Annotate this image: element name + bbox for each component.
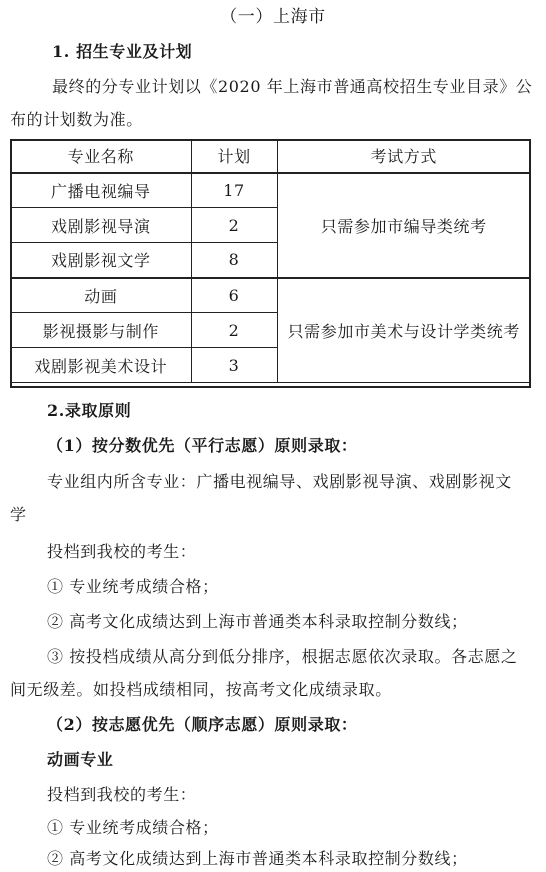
table-row bbox=[11, 173, 531, 208]
exam-method-cell: 只需参加市美术与设计学类统考 bbox=[277, 278, 531, 383]
rule2-item2: ② 高考文化成绩达到上海市普通类本科录取控制分数线； bbox=[47, 849, 468, 868]
plan-cell: 17 bbox=[191, 173, 277, 208]
rule1-majors-line1: 专业组内所含专业：广播电视编导、戏剧影视导演、戏剧影视文 bbox=[47, 472, 512, 491]
rule1-intro: 投档到我校的考生： bbox=[47, 542, 197, 561]
rule1-item3-line1: ③ 按投档成绩从高分到低分排序，根据志愿依次录取。各志愿之 bbox=[47, 647, 518, 666]
plan-cell: 2 bbox=[191, 208, 277, 243]
rule1-item1: ① 专业统考成绩合格； bbox=[47, 577, 219, 596]
major-name-cell: 戏剧影视美术设计 bbox=[11, 348, 192, 383]
plan-note-line2: 布的计划数为准。 bbox=[10, 110, 143, 129]
rule1-item3-line2: 间无级差。如投档成绩相同，按高考文化成绩录取。 bbox=[10, 680, 392, 699]
plan-note-line1: 最终的分专业计划以《2020 年上海市普通高校招生专业目录》公 bbox=[52, 77, 533, 96]
table-row bbox=[11, 278, 531, 313]
rule2-item1: ① 专业统考成绩合格； bbox=[47, 818, 219, 837]
header-exam-method: 考试方式 bbox=[277, 140, 531, 173]
rule1-heading: （1）按分数优先（平行志愿）原则录取： bbox=[47, 436, 358, 455]
rule1-item2: ② 高考文化成绩达到上海市普通类本科录取控制分数线； bbox=[47, 612, 468, 631]
exam-method-cell: 只需参加市编导类统考 bbox=[277, 173, 531, 278]
major-name-cell: 广播电视编导 bbox=[11, 173, 192, 208]
table-header-row bbox=[11, 140, 531, 173]
rule1-majors-line2: 学 bbox=[10, 505, 27, 524]
plan-cell: 6 bbox=[191, 278, 277, 313]
header-major-name: 专业名称 bbox=[11, 140, 192, 173]
rule2-heading: （2）按志愿优先（顺序志愿）原则录取： bbox=[47, 715, 358, 734]
rule2-intro: 投档到我校的考生： bbox=[47, 785, 197, 804]
plan-cell: 3 bbox=[191, 348, 277, 383]
subsection-heading-admission: 2.录取原则 bbox=[47, 401, 132, 420]
major-name-cell: 动画 bbox=[11, 278, 192, 313]
plan-cell: 2 bbox=[191, 313, 277, 348]
major-name-cell: 影视摄影与制作 bbox=[11, 313, 192, 348]
rule2-major: 动画专业 bbox=[47, 750, 114, 769]
major-name-cell: 戏剧影视文学 bbox=[11, 243, 192, 278]
section-title: （一）上海市 bbox=[220, 7, 326, 27]
header-plan: 计划 bbox=[191, 140, 277, 173]
enrollment-plan-table bbox=[10, 139, 531, 383]
major-name-cell: 戏剧影视导演 bbox=[11, 208, 192, 243]
plan-cell: 8 bbox=[191, 243, 277, 278]
subsection-heading-plan: 1. 招生专业及计划 bbox=[52, 42, 193, 61]
